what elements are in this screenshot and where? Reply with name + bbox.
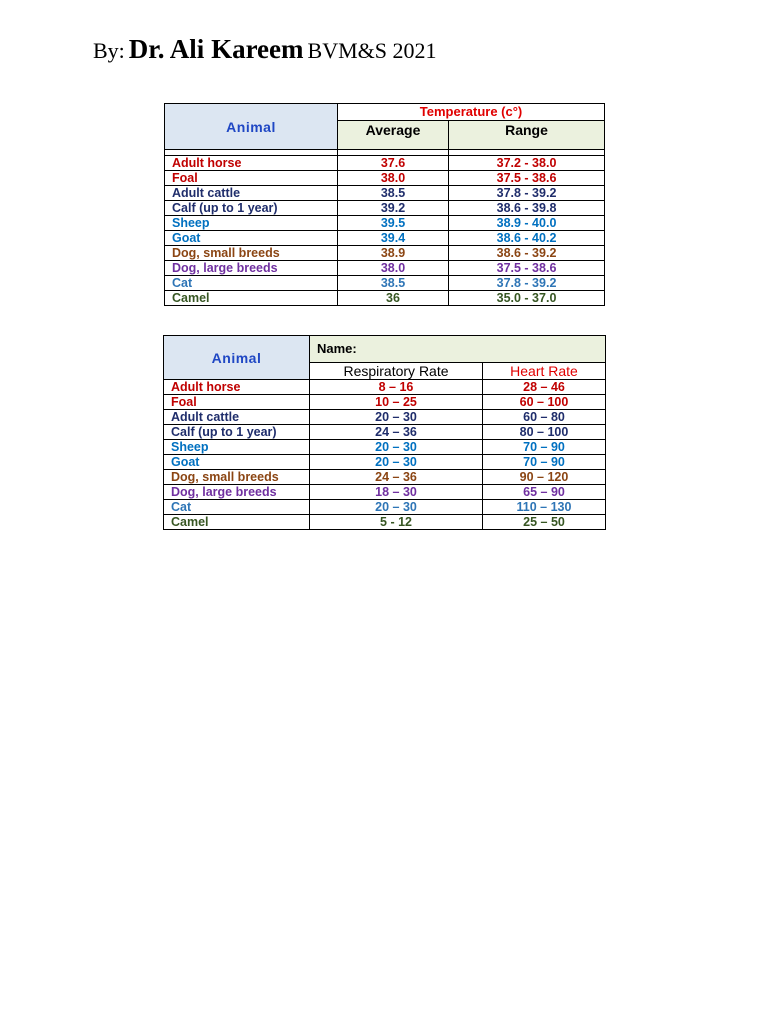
resp-cell: 20 – 30 xyxy=(310,410,483,425)
resp-cell: 20 – 30 xyxy=(310,500,483,515)
animal-name-cell: Camel xyxy=(164,515,310,530)
heart-cell: 70 – 90 xyxy=(483,440,606,455)
table-row xyxy=(165,186,605,201)
resp-cell: 20 – 30 xyxy=(310,440,483,455)
range-cell: 35.0 - 37.0 xyxy=(449,291,605,306)
table-row xyxy=(164,455,606,470)
table-row xyxy=(165,231,605,246)
table-row xyxy=(165,246,605,261)
range-cell: 37.5 - 38.6 xyxy=(449,261,605,276)
table-row xyxy=(165,201,605,216)
byline-prefix: By: xyxy=(93,38,125,63)
temperature-table xyxy=(164,103,605,306)
table-row xyxy=(164,485,606,500)
animal-name-cell: Foal xyxy=(164,395,310,410)
average-cell: 38.0 xyxy=(338,261,449,276)
average-cell: 37.6 xyxy=(338,156,449,171)
table-row xyxy=(164,410,606,425)
range-cell: 37.5 - 38.6 xyxy=(449,171,605,186)
table-row xyxy=(164,440,606,455)
resp-cell: 20 – 30 xyxy=(310,455,483,470)
animal-name-cell: Dog, large breeds xyxy=(165,261,338,276)
animal-column-header: Animal xyxy=(165,104,338,150)
heart-cell: 90 – 120 xyxy=(483,470,606,485)
resp-cell: 10 – 25 xyxy=(310,395,483,410)
resp-cell: 18 – 30 xyxy=(310,485,483,500)
animal-name-cell: Calf (up to 1 year) xyxy=(164,425,310,440)
animal-name-cell: Calf (up to 1 year) xyxy=(165,201,338,216)
heart-cell: 80 – 100 xyxy=(483,425,606,440)
average-column-header: Average xyxy=(338,121,449,150)
animal-name-cell: Dog, large breeds xyxy=(164,485,310,500)
animal-name-cell: Sheep xyxy=(164,440,310,455)
respiratory-rate-column-header: Respiratory Rate xyxy=(310,363,483,380)
range-cell: 38.6 - 40.2 xyxy=(449,231,605,246)
range-cell: 37.8 - 39.2 xyxy=(449,276,605,291)
average-cell: 38.0 xyxy=(338,171,449,186)
resp-cell: 5 - 12 xyxy=(310,515,483,530)
table-row xyxy=(164,470,606,485)
range-cell: 38.6 - 39.2 xyxy=(449,246,605,261)
resp-cell: 8 – 16 xyxy=(310,380,483,395)
range-cell: 38.9 - 40.0 xyxy=(449,216,605,231)
name-field-label: Name: xyxy=(310,336,606,363)
resp-cell: 24 – 36 xyxy=(310,470,483,485)
heart-cell: 110 – 130 xyxy=(483,500,606,515)
table-row xyxy=(165,276,605,291)
heart-cell: 65 – 90 xyxy=(483,485,606,500)
rates-table-body xyxy=(164,380,606,530)
range-cell: 37.2 - 38.0 xyxy=(449,156,605,171)
table-row xyxy=(165,216,605,231)
author-byline xyxy=(93,34,437,65)
table-row xyxy=(164,395,606,410)
temperature-group-header: Temperature (c°) xyxy=(338,104,605,121)
range-column-header: Range xyxy=(449,121,605,150)
animal-name-cell: Dog, small breeds xyxy=(164,470,310,485)
average-cell: 36 xyxy=(338,291,449,306)
average-cell: 39.5 xyxy=(338,216,449,231)
animal-name-cell: Adult cattle xyxy=(164,410,310,425)
table-row xyxy=(164,380,606,395)
animal-column-header-2: Animal xyxy=(164,336,310,380)
average-cell: 38.5 xyxy=(338,186,449,201)
average-cell: 38.9 xyxy=(338,246,449,261)
animal-name-cell: Goat xyxy=(165,231,338,246)
average-cell: 39.2 xyxy=(338,201,449,216)
rates-table xyxy=(163,335,606,530)
animal-name-cell: Adult horse xyxy=(165,156,338,171)
table-row xyxy=(165,261,605,276)
table-row xyxy=(164,500,606,515)
animal-name-cell: Adult horse xyxy=(164,380,310,395)
animal-name-cell: Cat xyxy=(164,500,310,515)
table-row xyxy=(165,156,605,171)
table-row xyxy=(165,291,605,306)
table-row xyxy=(164,515,606,530)
animal-name-cell: Sheep xyxy=(165,216,338,231)
animal-name-cell: Camel xyxy=(165,291,338,306)
animal-name-cell: Adult cattle xyxy=(165,186,338,201)
author-degree: BVM&S 2021 xyxy=(307,38,437,63)
average-cell: 39.4 xyxy=(338,231,449,246)
heart-cell: 28 – 46 xyxy=(483,380,606,395)
table-row xyxy=(165,171,605,186)
animal-name-cell: Foal xyxy=(165,171,338,186)
heart-cell: 60 – 80 xyxy=(483,410,606,425)
average-cell: 38.5 xyxy=(338,276,449,291)
animal-name-cell: Goat xyxy=(164,455,310,470)
author-name: Dr. Ali Kareem xyxy=(128,34,304,64)
heart-cell: 25 – 50 xyxy=(483,515,606,530)
animal-name-cell: Cat xyxy=(165,276,338,291)
animal-name-cell: Dog, small breeds xyxy=(165,246,338,261)
range-cell: 37.8 - 39.2 xyxy=(449,186,605,201)
heart-cell: 60 – 100 xyxy=(483,395,606,410)
range-cell: 38.6 - 39.8 xyxy=(449,201,605,216)
temperature-table-body xyxy=(165,150,605,306)
table-row xyxy=(164,425,606,440)
heart-cell: 70 – 90 xyxy=(483,455,606,470)
heart-rate-column-header: Heart Rate xyxy=(483,363,606,380)
resp-cell: 24 – 36 xyxy=(310,425,483,440)
